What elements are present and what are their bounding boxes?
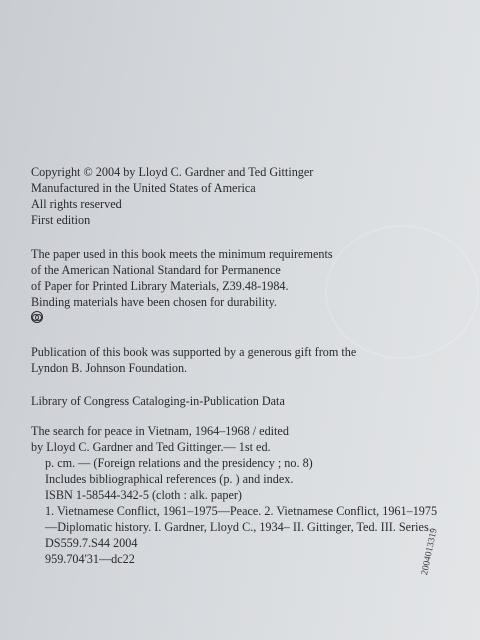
permanent-paper-icon bbox=[31, 311, 43, 323]
paper-notice-line: of Paper for Printed Library Materials, Z39.48-1984. bbox=[31, 279, 289, 293]
support-line: Publication of this book was supported by a generous gift from the bbox=[31, 345, 357, 359]
support-block bbox=[31, 344, 356, 376]
paper-notice-line: The paper used in this book meets the minimum requirements bbox=[31, 247, 333, 261]
cip-heading: Library of Congress Cataloging-in-Publication Data bbox=[31, 394, 285, 408]
cip-entry-block bbox=[31, 423, 437, 567]
paper-notice-line: of the American National Standard for Permanence bbox=[31, 263, 281, 277]
cip-subject-line: 1. Vietnamese Conflict, 1961–1975—Peace. 2. Vietnamese Conflict, 1961–1975 bbox=[45, 504, 438, 518]
cip-bibliography-line: Includes bibliographical references (p. ) and index. bbox=[45, 472, 294, 486]
paper-notice-line: Binding materials have been chosen for durability. bbox=[31, 295, 277, 309]
support-line: Lyndon B. Johnson Foundation. bbox=[31, 361, 188, 375]
cip-subject-line: —Diplomatic history. I. Gardner, Lloyd C., 1934– II. Gittinger, Ted. III. Series. bbox=[45, 520, 432, 534]
paper-notice-block bbox=[31, 246, 333, 326]
manufactured-line: Manufactured in the United States of America bbox=[31, 181, 256, 195]
infinity-symbol-line bbox=[31, 310, 333, 326]
copyright-line: Copyright © 2004 by Lloyd C. Gardner and Ted Gittinger bbox=[31, 165, 314, 179]
rights-line: All rights reserved bbox=[31, 197, 122, 211]
cip-isbn-line: ISBN 1-58544-342-5 (cloth : alk. paper) bbox=[45, 488, 242, 502]
show-through-seal bbox=[325, 225, 479, 359]
edition-line: First edition bbox=[31, 213, 91, 227]
cip-dewey-line: 959.704'31—dc22 bbox=[45, 552, 135, 566]
copyright-block bbox=[31, 164, 313, 228]
cip-classification-line: DS559.7.S44 2004 bbox=[45, 536, 138, 550]
cip-title-line: The search for peace in Vietnam, 1964–1968 / edited bbox=[31, 424, 289, 438]
cip-editors-line: by Lloyd C. Gardner and Ted Gittinger.— 1st ed. bbox=[31, 440, 271, 454]
cip-series-line: p. cm. — (Foreign relations and the presidency ; no. 8) bbox=[45, 456, 313, 470]
lccn-number: 2004013319 bbox=[420, 527, 440, 577]
